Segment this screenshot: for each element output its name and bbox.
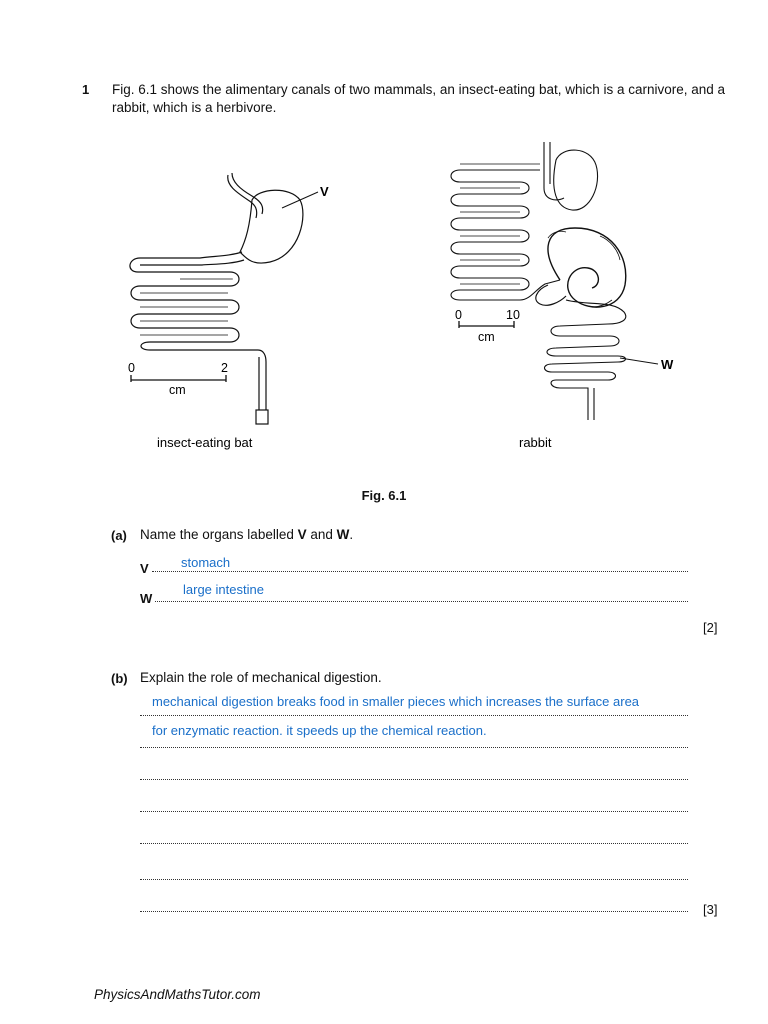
- figure-6-1: [0, 135, 768, 465]
- answer-w[interactable]: large intestine: [183, 582, 264, 597]
- answer-w-line: [155, 600, 688, 602]
- answer-v-line: [152, 570, 688, 572]
- bat-scale-end: 2: [221, 361, 228, 375]
- answer-b-rule-4: [140, 810, 688, 812]
- bat-alimentary-canal: [130, 173, 303, 424]
- part-a-label: (a): [111, 528, 127, 543]
- question-number: 1: [82, 82, 90, 97]
- answer-v-letter: V: [140, 561, 149, 576]
- part-a-prompt: Name the organs labelled V and W.: [140, 527, 354, 542]
- rabbit-scale-bar: [459, 321, 514, 328]
- bat-label-v-line: [282, 192, 318, 208]
- bat-label-v: V: [320, 184, 329, 199]
- rabbit-scale-end: 10: [506, 308, 520, 322]
- answer-b-rule-7: [140, 910, 688, 912]
- answer-b-rule-1: [140, 714, 688, 716]
- answer-b-rule-6: [140, 878, 688, 880]
- bat-scale-bar: [131, 375, 226, 382]
- answer-b-line-1[interactable]: mechanical digestion breaks food in smaller pieces which increases the surface area: [152, 694, 640, 709]
- bat-caption: insect-eating bat: [157, 435, 253, 450]
- answer-b-rule-2: [140, 746, 688, 748]
- rabbit-stomach: [554, 150, 598, 210]
- rabbit-label-w-line: [620, 358, 658, 364]
- question-intro: Fig. 6.1 shows the alimentary canals of two mammals, an insect-eating bat, which is a carnivore, and a rabbit, which is a herbivore.: [112, 82, 726, 115]
- part-b-label: (b): [111, 671, 128, 686]
- rabbit-small-intestine: [451, 170, 540, 300]
- part-a-marks: [2]: [703, 620, 718, 635]
- answer-w-letter: W: [140, 591, 153, 606]
- footer-site: PhysicsAndMathsTutor.com: [94, 987, 261, 1002]
- answer-b-rule-5: [140, 842, 688, 844]
- bat-scale-unit: cm: [169, 383, 186, 397]
- rabbit-caecum: [548, 228, 626, 307]
- rabbit-label-w: W: [661, 357, 674, 372]
- part-b-marks: [3]: [703, 902, 718, 917]
- rabbit-scale-start: 0: [455, 308, 462, 322]
- rabbit-alimentary-canal: [451, 142, 626, 420]
- rabbit-scale-unit: cm: [478, 330, 495, 344]
- answer-b-rule-3: [140, 778, 688, 780]
- rabbit-large-intestine: [545, 300, 626, 420]
- answer-v[interactable]: stomach: [181, 555, 231, 570]
- figure-title: Fig. 6.1: [361, 488, 407, 503]
- part-b-prompt: Explain the role of mechanical digestion.: [140, 670, 382, 685]
- answer-b-line-2[interactable]: for enzymatic reaction. it speeds up the chemical reaction.: [152, 723, 487, 738]
- rabbit-caption: rabbit: [519, 435, 552, 450]
- bat-scale-start: 0: [128, 361, 135, 375]
